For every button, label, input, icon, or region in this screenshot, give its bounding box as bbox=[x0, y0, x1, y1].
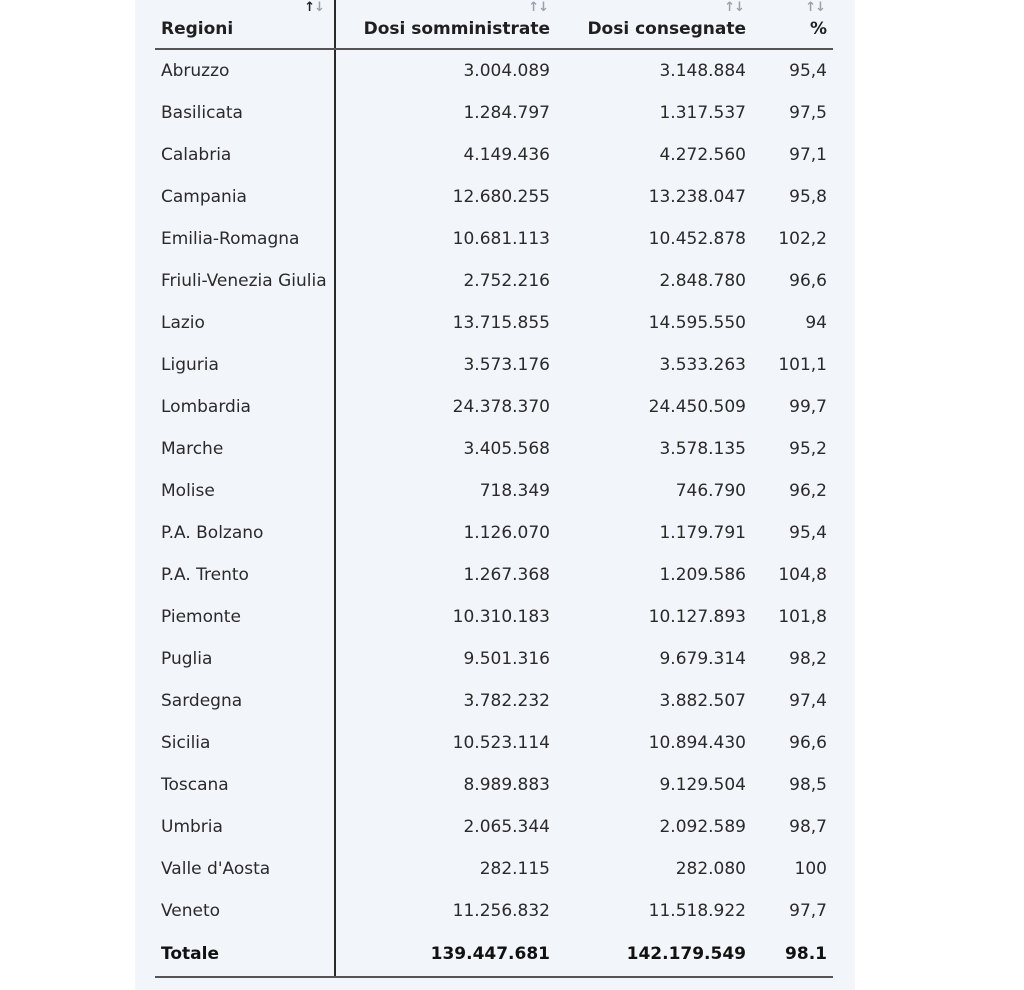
cell-region: Piemonte bbox=[155, 596, 335, 638]
cell-administered: 3.405.568 bbox=[463, 439, 550, 459]
cell-administered: 10.523.114 bbox=[452, 733, 550, 753]
cell-administered: 1.267.368 bbox=[463, 565, 550, 585]
cell-delivered: 10.894.430 bbox=[648, 733, 746, 753]
header-row bbox=[155, 0, 833, 49]
table-row bbox=[155, 218, 833, 260]
table-row bbox=[155, 386, 833, 428]
table-row bbox=[155, 49, 833, 92]
cell-delivered: 9.679.314 bbox=[659, 649, 746, 669]
cell-delivered: 4.272.560 bbox=[659, 145, 746, 165]
cell-percent: 94 bbox=[805, 313, 827, 333]
cell-delivered: 3.882.507 bbox=[659, 691, 746, 711]
regions-table bbox=[155, 0, 833, 978]
cell-region: P.A. Bolzano bbox=[155, 512, 335, 554]
cell-administered: 139.447.681 bbox=[335, 932, 556, 977]
cell-delivered: 142.179.549 bbox=[556, 932, 752, 977]
cell-delivered: 1.317.537 bbox=[659, 103, 746, 123]
column-header-percent[interactable] bbox=[752, 0, 833, 49]
cell-administered: 13.715.855 bbox=[452, 313, 550, 333]
cell-percent: 102,2 bbox=[778, 229, 827, 249]
cell-percent: 97,7 bbox=[789, 901, 827, 921]
cell-percent: 101,1 bbox=[778, 355, 827, 375]
column-header-label: % bbox=[809, 19, 827, 39]
table-body bbox=[155, 49, 833, 977]
cell-delivered: 11.518.922 bbox=[648, 901, 746, 921]
table-row bbox=[155, 470, 833, 512]
cell-delivered: 1.179.791 bbox=[659, 523, 746, 543]
sort-icon[interactable]: ↑↓ bbox=[805, 0, 825, 15]
cell-percent: 97,4 bbox=[789, 691, 827, 711]
cell-administered: 1.284.797 bbox=[463, 103, 550, 123]
cell-region: Basilicata bbox=[155, 92, 335, 134]
table-row bbox=[155, 848, 833, 890]
cell-delivered: 3.578.135 bbox=[659, 439, 746, 459]
cell-delivered: 10.452.878 bbox=[648, 229, 746, 249]
table-row bbox=[155, 890, 833, 932]
cell-administered: 12.680.255 bbox=[452, 187, 550, 207]
cell-percent: 96,6 bbox=[789, 271, 827, 291]
cell-delivered: 2.848.780 bbox=[659, 271, 746, 291]
column-header-label: Dosi somministrate bbox=[363, 19, 550, 39]
cell-administered: 3.004.089 bbox=[463, 61, 550, 81]
cell-percent: 98,7 bbox=[789, 817, 827, 837]
cell-delivered: 282.080 bbox=[675, 859, 746, 879]
cell-region: Liguria bbox=[155, 344, 335, 386]
cell-percent: 95,2 bbox=[789, 439, 827, 459]
cell-region: Veneto bbox=[155, 890, 335, 932]
cell-percent: 98,5 bbox=[789, 775, 827, 795]
cell-administered: 2.065.344 bbox=[463, 817, 550, 837]
cell-percent: 98,2 bbox=[789, 649, 827, 669]
cell-delivered: 3.148.884 bbox=[659, 61, 746, 81]
cell-percent: 96,6 bbox=[789, 733, 827, 753]
table-row bbox=[155, 512, 833, 554]
cell-delivered: 3.533.263 bbox=[659, 355, 746, 375]
cell-percent: 96,2 bbox=[789, 481, 827, 501]
cell-delivered: 24.450.509 bbox=[648, 397, 746, 417]
cell-delivered: 1.209.586 bbox=[659, 565, 746, 585]
cell-delivered: 13.238.047 bbox=[648, 187, 746, 207]
cell-region: Emilia-Romagna bbox=[155, 218, 335, 260]
cell-administered: 11.256.832 bbox=[452, 901, 550, 921]
total-row bbox=[155, 932, 833, 977]
cell-delivered: 10.127.893 bbox=[648, 607, 746, 627]
cell-administered: 8.989.883 bbox=[463, 775, 550, 795]
sort-icon[interactable]: ↑↓ bbox=[528, 0, 548, 15]
table-row bbox=[155, 596, 833, 638]
cell-region: Puglia bbox=[155, 638, 335, 680]
cell-administered: 4.149.436 bbox=[463, 145, 550, 165]
cell-percent: 99,7 bbox=[789, 397, 827, 417]
cell-region: Marche bbox=[155, 428, 335, 470]
cell-delivered: 2.092.589 bbox=[659, 817, 746, 837]
cell-delivered: 746.790 bbox=[675, 481, 746, 501]
cell-region: Valle d'Aosta bbox=[155, 848, 335, 890]
cell-region: Toscana bbox=[155, 764, 335, 806]
cell-region: Sicilia bbox=[155, 722, 335, 764]
cell-administered: 10.310.183 bbox=[452, 607, 550, 627]
table-header bbox=[155, 0, 833, 49]
table-row bbox=[155, 344, 833, 386]
cell-percent: 95,4 bbox=[789, 61, 827, 81]
cell-delivered: 14.595.550 bbox=[648, 313, 746, 333]
cell-percent: 101,8 bbox=[778, 607, 827, 627]
cell-region: P.A. Trento bbox=[155, 554, 335, 596]
cell-region: Lombardia bbox=[155, 386, 335, 428]
cell-delivered: 9.129.504 bbox=[659, 775, 746, 795]
cell-administered: 1.126.070 bbox=[463, 523, 550, 543]
cell-region: Friuli-Venezia Giulia bbox=[155, 260, 335, 302]
column-header-delivered[interactable] bbox=[556, 0, 752, 49]
cell-percent: 98.1 bbox=[752, 932, 833, 977]
table-row bbox=[155, 302, 833, 344]
cell-administered: 282.115 bbox=[479, 859, 550, 879]
cell-region: Abruzzo bbox=[155, 49, 335, 92]
table-row bbox=[155, 764, 833, 806]
cell-administered: 718.349 bbox=[479, 481, 550, 501]
sort-icon[interactable]: ↑↓ bbox=[724, 0, 744, 15]
table-row bbox=[155, 722, 833, 764]
cell-administered: 3.573.176 bbox=[463, 355, 550, 375]
table-row bbox=[155, 134, 833, 176]
cell-percent: 97,5 bbox=[789, 103, 827, 123]
table-row bbox=[155, 176, 833, 218]
cell-administered: 10.681.113 bbox=[452, 229, 550, 249]
cell-percent: 97,1 bbox=[789, 145, 827, 165]
cell-region: Lazio bbox=[155, 302, 335, 344]
column-header-administered[interactable] bbox=[335, 0, 556, 49]
table-row bbox=[155, 260, 833, 302]
cell-percent: 95,4 bbox=[789, 523, 827, 543]
cell-region: Sardegna bbox=[155, 680, 335, 722]
cell-percent: 95,8 bbox=[789, 187, 827, 207]
cell-region: Campania bbox=[155, 176, 335, 218]
cell-percent: 100 bbox=[794, 859, 827, 879]
cell-region: Umbria bbox=[155, 806, 335, 848]
cell-administered: 3.782.232 bbox=[463, 691, 550, 711]
cell-administered: 24.378.370 bbox=[452, 397, 550, 417]
table-row bbox=[155, 92, 833, 134]
table-row bbox=[155, 638, 833, 680]
cell-administered: 2.752.216 bbox=[463, 271, 550, 291]
cell-region: Totale bbox=[155, 932, 335, 977]
cell-region: Calabria bbox=[155, 134, 335, 176]
column-header-label: Regioni bbox=[161, 19, 234, 39]
table-row bbox=[155, 680, 833, 722]
table-row bbox=[155, 554, 833, 596]
column-header-region[interactable] bbox=[155, 0, 335, 49]
column-header-label: Dosi consegnate bbox=[587, 19, 746, 39]
table-row bbox=[155, 806, 833, 848]
sort-icon[interactable]: ↑↓ bbox=[304, 0, 324, 15]
cell-percent: 104,8 bbox=[778, 565, 827, 585]
cell-region: Molise bbox=[155, 470, 335, 512]
cell-administered: 9.501.316 bbox=[463, 649, 550, 669]
table-row bbox=[155, 428, 833, 470]
